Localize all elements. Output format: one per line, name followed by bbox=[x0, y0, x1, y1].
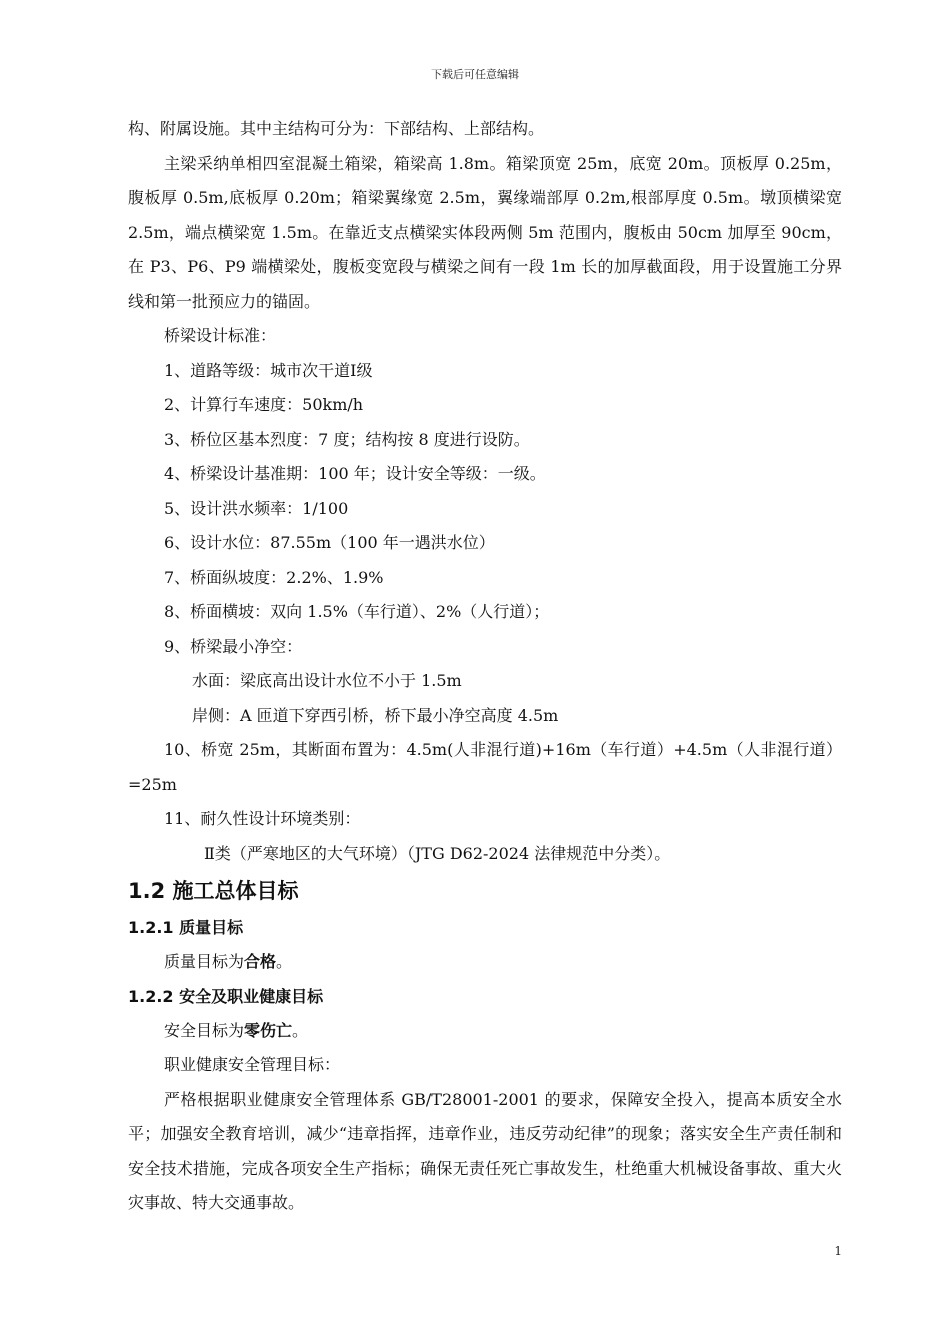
list-item: 4、桥梁设计基准期：100 年；设计安全等级：一级。 bbox=[164, 464, 546, 483]
ohs-label: 职业健康安全管理目标： bbox=[164, 1055, 341, 1074]
paragraph-intro: 构、附属设施。其中主结构可分为：下部结构、上部结构。 bbox=[128, 119, 545, 138]
section-heading-1-2: 1.2 施工总体目标 bbox=[128, 879, 299, 903]
document-body bbox=[128, 112, 842, 1221]
safety-goal-emphasis: 零伤亡 bbox=[244, 1020, 293, 1040]
quality-goal bbox=[128, 945, 842, 980]
list-item-11: 11、耐久性设计环境类别： bbox=[164, 809, 361, 828]
safety-goal-prefix: 安全目标为 bbox=[164, 1020, 245, 1040]
clearance-shore: 岸侧：A 匝道下穿西引桥，桥下最小净空高度 4.5m bbox=[192, 705, 559, 725]
safety-goal bbox=[128, 1014, 842, 1049]
list-item: 5、设计洪水频率：1/100 bbox=[164, 498, 349, 518]
quality-goal-emphasis: 合格 bbox=[244, 952, 277, 971]
paragraph-girder: 主梁采纳单相四室混凝土箱梁，箱梁高 1.8m。箱梁顶宽 25m，底宽 20m。顶板厚 0.25m，腹板厚 0.5m,底板厚 0.20m；箱梁翼缘宽 2.5m，翼缘端部厚 0.2m,根部厚度 0.5m。墩顶横梁宽 2.5m，端点横梁宽 1.5m。在靠近支点横梁实体段两侧 5m 范围内，腹板由 50cm 加厚至 90cm，在 P3、P6、P9 端横梁处，腹板变宽段与横梁之间有一段 1m 长的加厚截面段，用于设置施工分界线和第一批预应力的锚固。 bbox=[128, 153, 842, 311]
paragraph-design-standard: 桥梁设计标准： bbox=[164, 326, 277, 345]
list-item: 2、计算行车速度：50km/h bbox=[164, 395, 364, 414]
list-item: 1、道路等级：城市次干道Ⅰ级 bbox=[164, 360, 373, 380]
list-item: 3、桥位区基本烈度：7 度；结构按 8 度进行设防。 bbox=[164, 429, 530, 449]
subsection-heading-safety: 1.2.2 安全及职业健康目标 bbox=[128, 986, 324, 1006]
list-item-10: 10、桥宽 25m，其断面布置为：4.5m(人非混行道)+16m（车行道）+4.5m（人非混行道）=25m bbox=[128, 740, 842, 794]
list-item: 7、桥面纵坡度：2.2%、1.9% bbox=[164, 567, 384, 587]
environment-category: Ⅱ类（严寒地区的大气环境）（JTG D62-2024 法律规范中分类）。 bbox=[204, 843, 671, 863]
page-number: 1 bbox=[834, 1244, 842, 1258]
page-header: 下载后可任意编辑 bbox=[431, 68, 519, 81]
list-item: 6、设计水位：87.55m（100 年一遇洪水位） bbox=[164, 533, 495, 552]
safety-goal-suffix: 。 bbox=[292, 1020, 309, 1040]
subsection-heading-quality: 1.2.1 质量目标 bbox=[128, 918, 244, 937]
clearance-water: 水面：梁底高出设计水位不小于 1.5m bbox=[192, 671, 462, 690]
list-item: 9、桥梁最小净空： bbox=[164, 636, 303, 656]
ohs-paragraph: 严格根据职业健康安全管理体系 GB/T28001-2001 的要求，保障安全投入，提高本质安全水平；加强安全教育培训，减少“违章指挥，违章作业，违反劳动纪律”的现象；落实安全生产责任制和安全技术措施，完成各项安全生产指标；确保无责任死亡事故发生，杜绝重大机械设备事故、重大火灾事故、特大交通事故。 bbox=[128, 1089, 842, 1212]
list-item: 8、桥面横坡：双向 1.5%（车行道）、2%（人行道）； bbox=[164, 602, 550, 621]
quality-goal-suffix: 。 bbox=[276, 952, 293, 971]
quality-goal-prefix: 质量目标为 bbox=[164, 952, 245, 971]
